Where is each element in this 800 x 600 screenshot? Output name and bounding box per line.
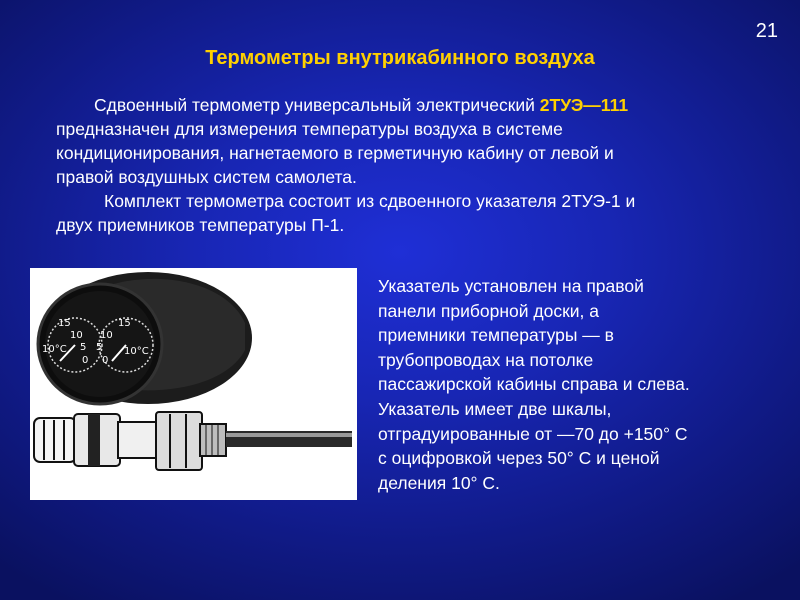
dial-label: 15 xyxy=(118,318,131,329)
dial-label: 10°C xyxy=(42,344,67,355)
slide-title: Термометры внутрикабинного воздуха xyxy=(205,47,595,69)
description-line: панели приборной доски, а xyxy=(378,300,599,321)
dial-label: 10°C xyxy=(124,346,149,357)
description-line: отградуированные от —70 до +150° С xyxy=(378,423,688,444)
intro-line-6: двух приемников температуры П-1. xyxy=(56,215,345,235)
thermometer-model: 2ТУЭ—111 xyxy=(539,95,629,115)
intro-line-3: кондиционирования, нагнетаемого в герметичную кабину от левой и xyxy=(56,143,614,163)
description-line: деления 10° С. xyxy=(378,472,500,493)
probe-thread xyxy=(200,424,226,456)
description-line: приемники температуры — в xyxy=(378,325,614,346)
intro-line-1 xyxy=(56,93,788,117)
dial-label: 0 xyxy=(82,355,89,366)
probe-body xyxy=(118,422,158,458)
description-text xyxy=(378,274,790,495)
dial-label: 10 xyxy=(100,330,113,341)
description-line: пассажирской кабины справа и слева. xyxy=(378,374,690,395)
dial-label: 5 xyxy=(80,342,87,353)
description-line: с оцифровкой через 50° С и ценой xyxy=(378,448,660,469)
slide-number: 21 xyxy=(755,20,778,42)
intro-line-5: Комплект термометра состоит из сдвоенного указателя 2ТУЭ-1 и xyxy=(104,191,636,211)
thermometer-photo xyxy=(30,268,357,500)
description-line: Указатель имеет две шкалы, xyxy=(378,398,612,419)
intro-line-4: правой воздушных систем самолета. xyxy=(56,167,357,187)
description-line: трубопроводах на потолке xyxy=(378,349,594,370)
intro-line-2: предназначен для измерения температуры воздуха в системе xyxy=(56,119,563,139)
dial-label: 10 xyxy=(70,330,83,341)
description-line: Указатель установлен на правой xyxy=(378,276,644,296)
dial-label: 0 xyxy=(102,355,109,366)
intro-line-1-text: Сдвоенный термометр универсальный электрический xyxy=(94,95,540,115)
dial-label: 15 xyxy=(58,318,71,329)
dial-label: 5 xyxy=(96,342,103,353)
probe-nut-shadow xyxy=(88,414,100,466)
intro-text xyxy=(56,93,788,237)
thermometer-illustration xyxy=(30,268,357,500)
probe-tube-highlight xyxy=(226,433,352,437)
probe-hex xyxy=(156,412,202,470)
